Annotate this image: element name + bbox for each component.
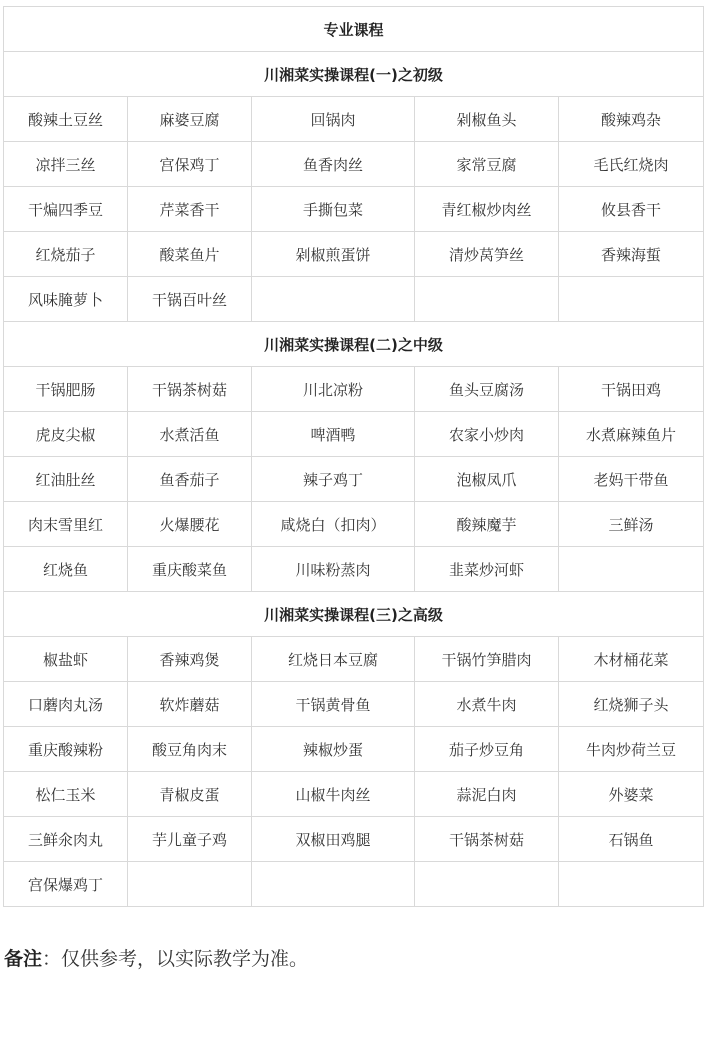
table-row [4, 547, 704, 592]
dish-cell: 外婆菜 [559, 772, 704, 817]
table-title: 专业课程 [4, 7, 704, 52]
dish-cell: 红烧狮子头 [559, 682, 704, 727]
table-row [4, 817, 704, 862]
dish-cell: 回锅肉 [252, 97, 415, 142]
dish-cell: 红烧日本豆腐 [252, 637, 415, 682]
dish-cell: 宫保鸡丁 [128, 142, 252, 187]
dish-cell: 火爆腰花 [128, 502, 252, 547]
dish-cell: 辣椒炒蛋 [252, 727, 415, 772]
table-row [4, 637, 704, 682]
note-label: 备注 [4, 948, 43, 970]
section-title: 川湘菜实操课程(二)之中级 [4, 322, 704, 367]
dish-cell: 红烧鱼 [4, 547, 128, 592]
dish-cell: 泡椒凤爪 [415, 457, 559, 502]
dish-cell: 酸辣鸡杂 [559, 97, 704, 142]
dish-cell: 鱼香肉丝 [252, 142, 415, 187]
dish-cell: 酸菜鱼片 [128, 232, 252, 277]
dish-cell: 手撕包菜 [252, 187, 415, 232]
dish-cell [559, 547, 704, 592]
dish-cell: 宫保爆鸡丁 [4, 862, 128, 907]
dish-cell: 凉拌三丝 [4, 142, 128, 187]
dish-cell: 水煮活鱼 [128, 412, 252, 457]
dish-cell: 鱼头豆腐汤 [415, 367, 559, 412]
dish-cell: 芋儿童子鸡 [128, 817, 252, 862]
table-row [4, 187, 704, 232]
course-table [3, 6, 704, 907]
dish-cell: 香辣鸡煲 [128, 637, 252, 682]
dish-cell: 剁椒鱼头 [415, 97, 559, 142]
dish-cell: 酸辣土豆丝 [4, 97, 128, 142]
dish-cell: 软炸蘑菇 [128, 682, 252, 727]
dish-cell [252, 862, 415, 907]
dish-cell: 鱼香茄子 [128, 457, 252, 502]
table-title-row [4, 7, 704, 52]
dish-cell: 川味粉蒸肉 [252, 547, 415, 592]
section-title: 川湘菜实操课程(三)之高级 [4, 592, 704, 637]
table-row [4, 502, 704, 547]
table-row [4, 772, 704, 817]
dish-cell: 水煮牛肉 [415, 682, 559, 727]
dish-cell: 虎皮尖椒 [4, 412, 128, 457]
dish-cell: 啤酒鸭 [252, 412, 415, 457]
dish-cell: 三鲜氽肉丸 [4, 817, 128, 862]
dish-cell: 重庆酸菜鱼 [128, 547, 252, 592]
table-row [4, 727, 704, 772]
dish-cell [559, 862, 704, 907]
dish-cell: 牛肉炒荷兰豆 [559, 727, 704, 772]
table-row [4, 277, 704, 322]
dish-cell: 青红椒炒肉丝 [415, 187, 559, 232]
dish-cell: 攸县香干 [559, 187, 704, 232]
dish-cell [415, 862, 559, 907]
note-text: ：仅供参考，以实际教学为准。 [42, 948, 309, 970]
dish-cell: 椒盐虾 [4, 637, 128, 682]
table-row [4, 862, 704, 907]
dish-cell [559, 277, 704, 322]
dish-cell: 酸辣魔芋 [415, 502, 559, 547]
dish-cell: 韭菜炒河虾 [415, 547, 559, 592]
dish-cell: 风味腌萝卜 [4, 277, 128, 322]
dish-cell: 红烧茄子 [4, 232, 128, 277]
dish-cell: 红油肚丝 [4, 457, 128, 502]
dish-cell: 干锅竹笋腊肉 [415, 637, 559, 682]
dish-cell: 辣子鸡丁 [252, 457, 415, 502]
dish-cell [252, 277, 415, 322]
section-title: 川湘菜实操课程(一)之初级 [4, 52, 704, 97]
dish-cell: 干锅黄骨鱼 [252, 682, 415, 727]
dish-cell: 毛氏红烧肉 [559, 142, 704, 187]
dish-cell: 老妈干带鱼 [559, 457, 704, 502]
dish-cell [415, 277, 559, 322]
dish-cell: 芹菜香干 [128, 187, 252, 232]
dish-cell: 三鲜汤 [559, 502, 704, 547]
dish-cell: 蒜泥白肉 [415, 772, 559, 817]
dish-cell: 松仁玉米 [4, 772, 128, 817]
dish-cell: 清炒莴笋丝 [415, 232, 559, 277]
dish-cell: 水煮麻辣鱼片 [559, 412, 704, 457]
dish-cell: 青椒皮蛋 [128, 772, 252, 817]
dish-cell: 干锅肥肠 [4, 367, 128, 412]
dish-cell: 干锅茶树菇 [415, 817, 559, 862]
table-row [4, 142, 704, 187]
dish-cell: 干锅田鸡 [559, 367, 704, 412]
dish-cell: 干锅茶树菇 [128, 367, 252, 412]
course-table-body [4, 7, 704, 907]
section-header-row [4, 322, 704, 367]
dish-cell: 家常豆腐 [415, 142, 559, 187]
note [4, 944, 308, 971]
dish-cell: 口蘑肉丸汤 [4, 682, 128, 727]
table-row [4, 457, 704, 502]
section-header-row [4, 592, 704, 637]
table-row [4, 682, 704, 727]
table-row [4, 412, 704, 457]
dish-cell: 肉末雪里红 [4, 502, 128, 547]
section-header-row [4, 52, 704, 97]
dish-cell: 干锅百叶丝 [128, 277, 252, 322]
dish-cell: 双椒田鸡腿 [252, 817, 415, 862]
table-row [4, 367, 704, 412]
dish-cell: 茄子炒豆角 [415, 727, 559, 772]
dish-cell: 酸豆角肉末 [128, 727, 252, 772]
dish-cell: 剁椒煎蛋饼 [252, 232, 415, 277]
dish-cell: 木材桶花菜 [559, 637, 704, 682]
dish-cell: 农家小炒肉 [415, 412, 559, 457]
dish-cell: 干煸四季豆 [4, 187, 128, 232]
dish-cell [128, 862, 252, 907]
table-row [4, 97, 704, 142]
dish-cell: 麻婆豆腐 [128, 97, 252, 142]
dish-cell: 香辣海蜇 [559, 232, 704, 277]
dish-cell: 山椒牛肉丝 [252, 772, 415, 817]
dish-cell: 石锅鱼 [559, 817, 704, 862]
table-row [4, 232, 704, 277]
dish-cell: 咸烧白（扣肉） [252, 502, 415, 547]
dish-cell: 重庆酸辣粉 [4, 727, 128, 772]
dish-cell: 川北凉粉 [252, 367, 415, 412]
